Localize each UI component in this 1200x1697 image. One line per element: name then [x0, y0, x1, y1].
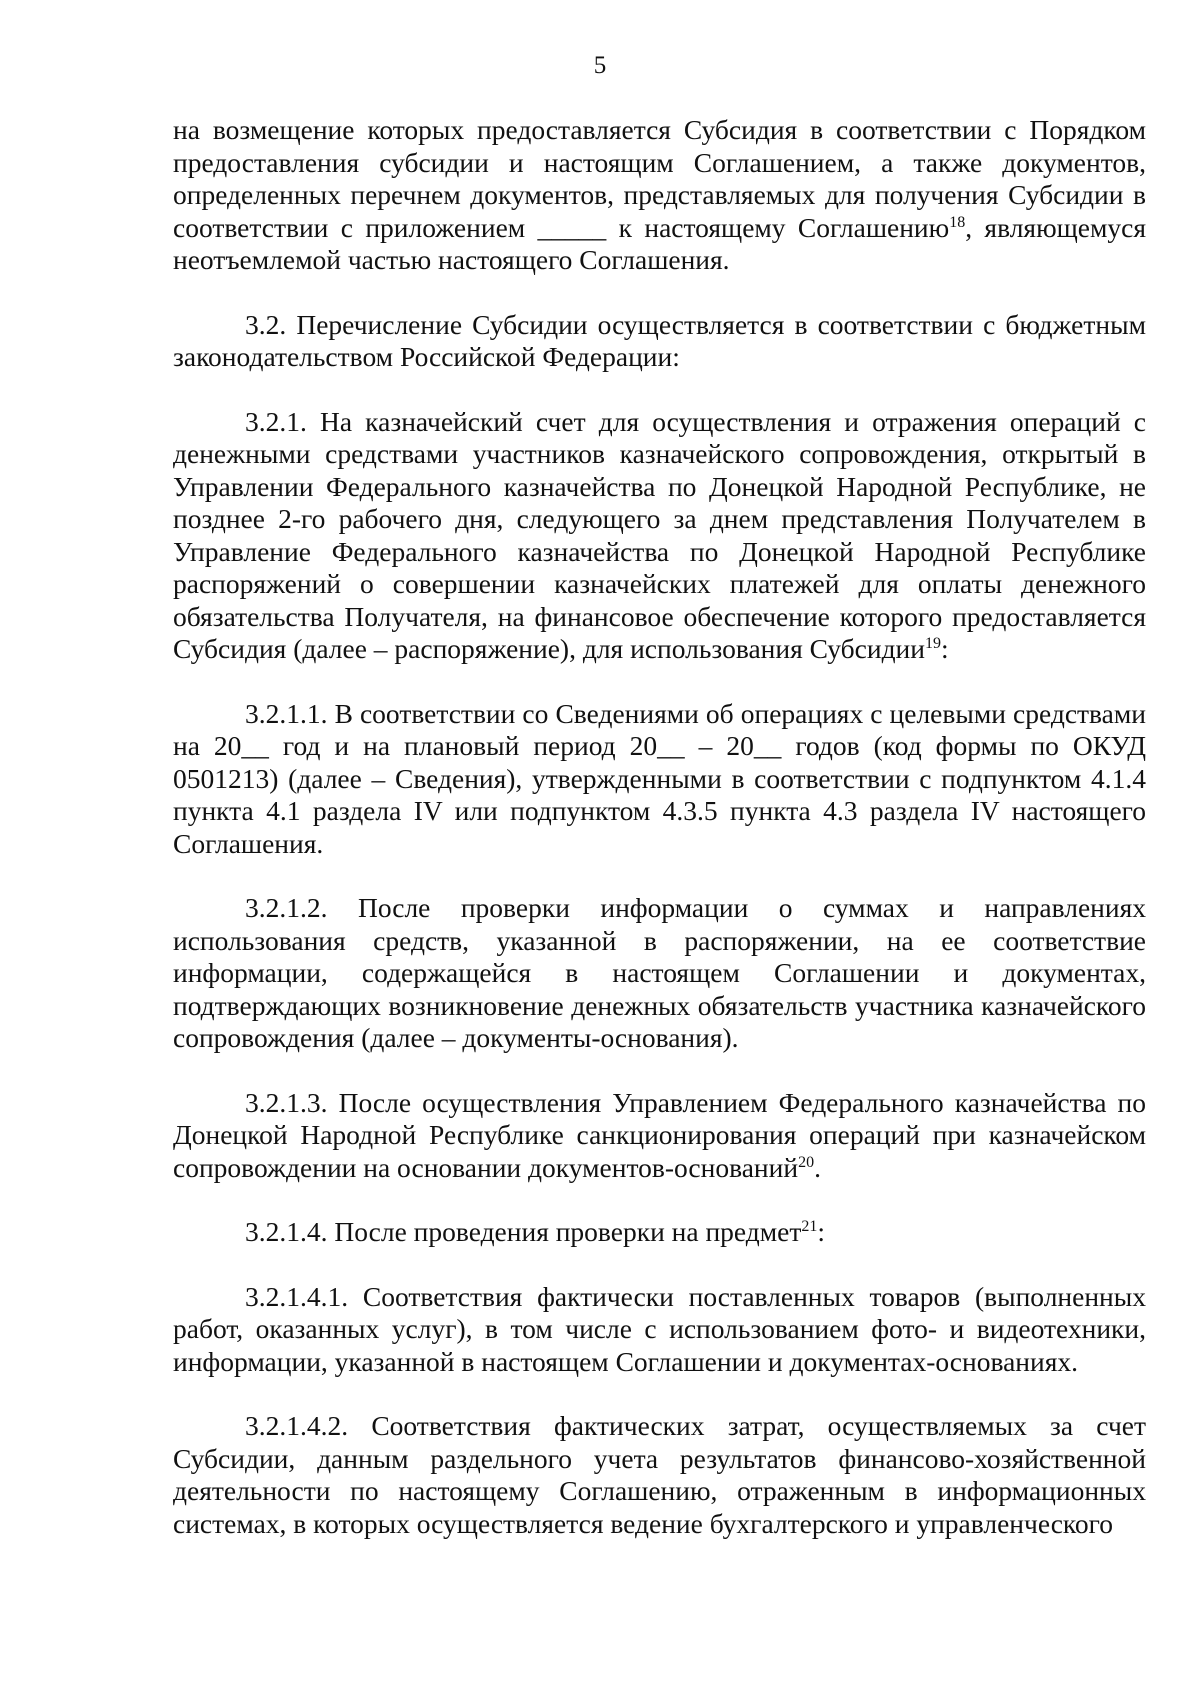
- paragraph-text: , являющемуся неотъемлемой частью настоящего Соглашения.: [173, 211, 1147, 275]
- paragraph-text: 3.2. Перечисление Субсидии осуществляется в соответствии с бюджетным законодательством Российской Федерации:: [173, 308, 1146, 372]
- paragraph-p2: [173, 406, 1146, 666]
- paragraph-text: 3.2.1. На казначейский счет для осуществления и отражения операций с денежными средствами участников казначейского сопровождения, открытый в Управлении Федерального казначейства по Донецкой Народной Республике, не позднее 2-го рабочего дня, следующего за днем представления Получателем в Управление Федерального казначейства по Донецкой Народной Республике распоряжений о совершении казначейских платежей для оплаты денежного обязательства Получателя, на финансовое обеспечение которого предоставляется Субсидия (далее – распоряжение), для использования Субсидии: [173, 405, 1146, 664]
- paragraph-p1: [173, 309, 1146, 374]
- paragraph-p8: [173, 1410, 1146, 1540]
- paragraph-text: 3.2.1.4.1. Соответствия фактически поставленных товаров (выполненных работ, оказанных услуг), в том числе с использованием фото- и видеотехники, информации, указанной в настоящем Соглашении и документах-основаниях.: [173, 1280, 1146, 1377]
- footnote-ref: 19: [925, 634, 941, 652]
- document-body: [173, 114, 1146, 1572]
- footnote-ref: 21: [801, 1217, 818, 1235]
- paragraph-text: 3.2.1.3. После осуществления Управлением Федерального казначейства по Донецкой Народной Республике санкционирования операций при казначейском сопровождении на основании документов-оснований: [173, 1086, 1146, 1183]
- paragraph-text: 3.2.1.2. После проверки информации о суммах и направлениях использования средств, указанной в распоряжении, на ее соответствие информации, содержащейся в настоящем Соглашении и документах, подтверждающих возникновение денежных обязательств участника казначейского сопровождения (далее – документы-основания).: [173, 892, 1146, 1053]
- paragraph-p6: [173, 1216, 1146, 1249]
- paragraph-text: :: [941, 633, 949, 664]
- footnote-ref: 20: [798, 1153, 815, 1171]
- paragraph-p3: [173, 698, 1146, 861]
- paragraph-text: 3.2.1.4.2. Соответствия фактических затрат, осуществляемых за счет Субсидии, данным раздельного учета результатов финансово-хозяйственной деятельности по настоящему Соглашению, отраженным в информационных системах, в которых осуществляется ведение бухгалтерского и управленческого: [173, 1410, 1146, 1539]
- paragraph-text: .: [814, 1151, 821, 1183]
- page-number: 5: [593, 52, 607, 79]
- paragraph-text: :: [817, 1216, 826, 1247]
- paragraph-text: 3.2.1.4. После проведения проверки на предмет: [245, 1216, 802, 1247]
- paragraph-p4: [173, 892, 1146, 1055]
- paragraph-p5: [173, 1087, 1146, 1185]
- footnote-ref: 18: [949, 213, 966, 231]
- paragraph-p7: [173, 1281, 1146, 1379]
- paragraph-p0: [173, 114, 1146, 277]
- paragraph-text: на возмещение которых предоставляется Субсидия в соответствии с Порядком предоставления субсидии и настоящим Соглашением, а также документов, определенных перечнем документов, представляемых для получения Субсидии в соответствии с приложением _____ к настоящему Соглашению: [173, 114, 1146, 243]
- paragraph-text: 3.2.1.1. В соответствии со Сведениями об операциях с целевыми средствами на 20__ год и на плановый период 20__ – 20__ годов (код формы по ОКУД 0501213) (далее – Сведения), утвержденными в соответствии с подпунктом 4.1.4 пункта 4.1 раздела IV или подпунктом 4.3.5 пункта 4.3 раздела IV настоящего Соглашения.: [173, 697, 1146, 859]
